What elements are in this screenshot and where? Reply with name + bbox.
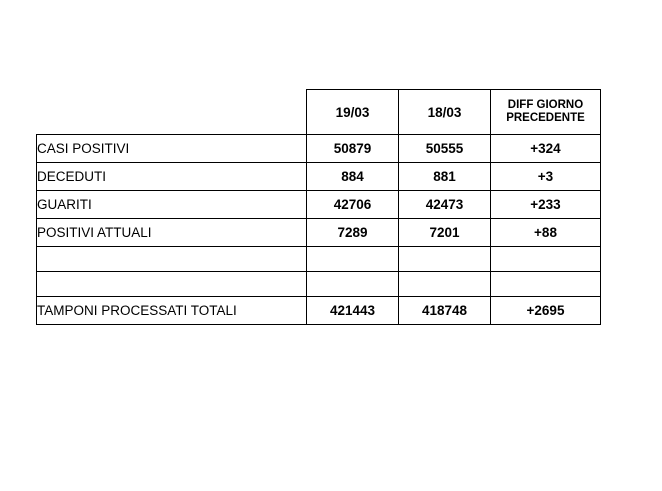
- row-value-19-03: 42706: [307, 191, 399, 219]
- table-row: [37, 219, 601, 247]
- table-body: [37, 90, 601, 325]
- row-value-18-03: 7201: [399, 219, 491, 247]
- row-value-diff: +233: [491, 191, 601, 219]
- row-value-18-03: [399, 247, 491, 272]
- header-diff-line2: PRECEDENTE: [506, 112, 585, 124]
- row-value-diff: +88: [491, 219, 601, 247]
- row-value-diff: +324: [491, 135, 601, 163]
- header-diff-line1: DIFF GIORNO: [507, 98, 584, 111]
- table-row: [37, 191, 601, 219]
- row-value-19-03: [307, 247, 399, 272]
- row-value-19-03: [307, 272, 399, 297]
- table-row: [37, 135, 601, 163]
- row-value-diff: +2695: [491, 297, 601, 325]
- row-value-19-03: 884: [307, 163, 399, 191]
- header-diff: [491, 90, 601, 135]
- row-value-19-03: 421443: [307, 297, 399, 325]
- row-value-18-03: 50555: [399, 135, 491, 163]
- row-label: POSITIVI ATTUALI: [37, 219, 307, 247]
- table-row-empty: [37, 247, 601, 272]
- table-row: [37, 163, 601, 191]
- row-value-diff: +3: [491, 163, 601, 191]
- statistics-table: [36, 89, 601, 325]
- row-value-18-03: 42473: [399, 191, 491, 219]
- header-date-1: 19/03: [307, 90, 399, 135]
- row-value-18-03: 881: [399, 163, 491, 191]
- row-value-19-03: 7289: [307, 219, 399, 247]
- table-row: [37, 297, 601, 325]
- table-header-row: [37, 90, 601, 135]
- row-value-18-03: 418748: [399, 297, 491, 325]
- row-value-diff: [491, 247, 601, 272]
- row-value-19-03: 50879: [307, 135, 399, 163]
- table-row-empty: [37, 272, 601, 297]
- row-label: DECEDUTI: [37, 163, 307, 191]
- row-label: TAMPONI PROCESSATI TOTALI: [37, 297, 307, 325]
- header-corner-blank: [37, 90, 307, 135]
- row-label: CASI POSITIVI: [37, 135, 307, 163]
- header-date-2: 18/03: [399, 90, 491, 135]
- row-value-18-03: [399, 272, 491, 297]
- row-label: [37, 272, 307, 297]
- row-value-diff: [491, 272, 601, 297]
- row-label: GUARITI: [37, 191, 307, 219]
- row-label: [37, 247, 307, 272]
